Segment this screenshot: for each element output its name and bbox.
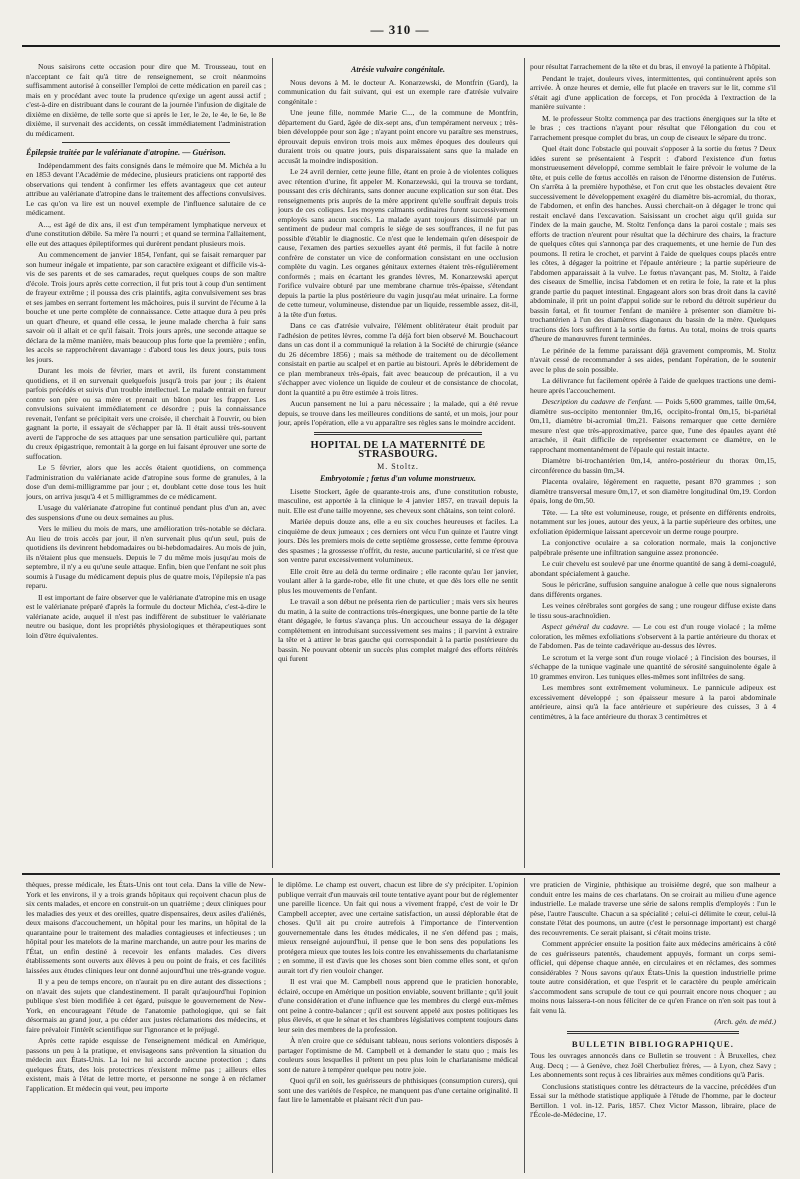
- divider: [62, 142, 230, 143]
- paragraph: Pendant le trajet, douleurs vives, intermittentes, qui continuèrent après son arrivée. À onze heures et demie, elle fut placée en travers sur le lit, comme s'il s'était agi d'une application de forceps, et l'on procéda à l'extraction de la manière suivante :: [530, 73, 776, 111]
- paragraph: Conclusions statistiques contre les détracteurs de la vaccine, précédées d'un Essai sur la méthode statistique appliquée à l'étude de l'homme, par le docteur Bertillon. 1 vol. in-12. Paris, 1857. Chez Victor Masson, libraire, place de l'École-de-Médecine, 17.: [530, 1081, 776, 1119]
- column-rule: [272, 878, 273, 1173]
- paragraph: thèques, presse médicale, les États-Unis ont tout cela. Dans la ville de New-York et les environs, il y a trois grands hôpitaux qui reçoivent chacun plus de six cents malades, et encore en construit-on un quatrième ; deux cliniques pour les maladies des yeux et des oreilles, quatre dispensaires, deux asiles d'aliénés, deux maisons d'accouchement, un hôpital pour les marins, un hôpital de la quarantaine pour le traitement des maladies contagieuses et infectieuses ; un hôpital pour les matelots de la marine marchande, un autre pour les marins de l'État, un enfin destiné à recevoir les enfants malades. Ces divers établissements sont ouverts aux élèves à peu ou point de frais, et ces facilités laissées aux études cliniques leur ont donné aujourd'hui une très-grande vogue.: [26, 880, 266, 975]
- paragraph: Tête. — La tête est volumineuse, rouge, et présente en différents endroits, notamment sur les joues, autour des yeux, à la partie supérieure des orbites, une exfoliation épidermique laissant apercevoir un derme rouge pourpre.: [530, 507, 776, 536]
- text: — Le cou est d'un rouge violacé ; la même coloration, les mêmes exfoliations s'observent à la partie antérieure du thorax et de l'abdomen. Pas de teinte cadavérique au-dessus des lèvres.: [530, 622, 776, 650]
- paragraph: Le cuir chevelu est soulevé par une énorme quantité de sang à demi-coagulé, abondant spécialement à gauche.: [530, 559, 776, 578]
- paragraph: La délivrance fut facilement opérée à l'aide de quelques tractions une demi-heure après l'accouchement.: [530, 376, 776, 395]
- column-5: [278, 880, 518, 1172]
- paragraph: M. le professeur Stoltz commença par des tractions énergiques sur la tête et le bras ; ces tractions n'ayant pour résultat que l'élongation du cou et l'arrachement presque complet du bras, un coup de ciseaux le sépare du tronc.: [530, 113, 776, 142]
- section-separator: [22, 873, 780, 875]
- column-2: [278, 62, 518, 867]
- paragraph: Le travail a son début ne présenta rien de particulier ; mais vers six heures du matin, à la suite de contractions très-énergiques, une bonne partie de la tête étant dégagée, le fœtus s'avança plus. Un accoucheur essaya de la dégager complétement en introduisant successivement ses mains ; il parvint à extraire la tête et à attirer le bras gauche qui correspondait à la partie postérieure du bassin. Ne pouvant obtenir un succès plus complet malgré des efforts réitérés qui furent: [278, 597, 518, 663]
- section-heading: Épilepsie traitée par le valérianate d'atropine. — Guérison.: [26, 148, 226, 157]
- paragraph: Les membres sont extrêmement volumineux. Le pannicule adipeux est excessivement développé ; son épaisseur mesure à la paroi abdominale antérieure, ainsi qu'à la face antérieure et supérieure des cuisses, 3 à 4 centimètres, à la face antérieure du thorax 3 centimètres et: [530, 683, 776, 721]
- citation: (Arch. gén. de méd.): [714, 1017, 776, 1026]
- column-rule: [524, 58, 525, 868]
- paragraph: Après cette rapide esquisse de l'enseignement médical en Amérique, passons un peu à la pratique, et envisageons sans prévention la situation du médecin aux États-Unis. La loi ne lui accorde aucune protection ; dans quelques États, des lois protectrices n'existent même pas ; ailleurs elles existent, mais à l'état de lettre morte, et personne ne songe à en réclamer l'application. Et médecin qui veut, peu importe: [26, 1036, 266, 1093]
- paragraph: Vers le milieu du mois de mars, une amélioration très-notable se déclara. Au lieu de trois accès par jour, il n'en survenait plus qu'un seul, puis de quotidiens ils devinrent hebdomadaires ou bi-hebdomadaires. Au mois de juin, ils n'étaient plus que mensuels. Depuis le 7 du même mois jusqu'au mois de septembre, il n'y a eu qu'une seule attaque. Enfin, bien que l'enfant ne soit plus soumis à l'usage du médicament depuis plus de quatre mois, l'épilepsie n'a pas reparu.: [26, 524, 266, 590]
- paragraph: Au commencement de janvier 1854, l'enfant, qui se faisait remarquer par son humeur inégale et impatiente, par son caractère exigeant et difficile vis-à-vis de ses parents et de ses camarades, reçut quelques coups de son maître d'école. Trois jours après cette correction, il fut pris tout à coup d'un sentiment de frayeur extrême ; il poussa des cris plaintifs, agita convulsivement ses bras et ses jambes en serrant fortement les mâchoires, puis il survint de l'écume à la bouche et une perte complète de connaissance. Cette attaque dura à peu près un quart d'heure, et quand elle cessa, le jeune malade chercha à fuir sans savoir où il allait et ce qu'il faisait. Trois jours après, une seconde attaque se déclara de la même manière, mais beaucoup plus forte que la première ; enfin, les accès se rapprochèrent davantage : d'abord tous les deux jours, puis tous les jours.: [26, 250, 266, 364]
- column-1: [26, 62, 266, 867]
- paragraph: Comment apprécier ensuite la position faite aux médecins américains à côté de ces guérisseurs patentés, chaudement appuyés, formant un corps semi-officiel, qui dépense chaque année, en circulaires et en réclames, des sommes considérables ? Nous savons qu'aux États-Unis la question industrielle prime toute autre considération, et que l'esprit et le caractère du peuple américain s'accommodent sans scrupule de tout ce qui pourrait encore nous choquer ; au moins nous laissera-t-on nous féliciter de ce qu'en France on n'en soit pas tout à fait venu là.: [530, 939, 776, 1015]
- paragraph: [530, 397, 776, 454]
- section-title: HOPITAL DE LA MATERNITÉ DE STRASBOURG.: [310, 439, 486, 460]
- paragraph: Il est important de faire observer que le valérianate d'atropine mis en usage est le valérianate préparé d'après la formule du docteur Michéa, c'est-à-dire le valérianate acide, auquel il n'est pas indifférent de substituer le valérianate neutre ou basique, dont les propriétés physiologiques et thérapeutiques sont loin d'être équivalentes.: [26, 592, 266, 640]
- paragraph: Le scrotum et la verge sont d'un rouge violacé ; à l'incision des bourses, il s'échappe de la tunique vaginale une quantité de sérosité sanguinolente égale à 10 grammes environ. Les tuniques elles-mêmes sont infiltrées de sang.: [530, 652, 776, 681]
- paragraph: Nous devons à M. le docteur A. Konarzewski, de Montfrin (Gard), la communication du fait suivant, qui est un exemple rare d'atrésie vulvaire congénitale :: [278, 77, 518, 106]
- paragraph: [530, 622, 776, 651]
- paragraph: Indépendamment des faits consignés dans le mémoire que M. Michéa a lu en 1853 devant l'Académie de médecine, plusieurs praticiens ont rapporté des observations qui tendent à confirmer les effets avantageux que cet auteur attribue au valérianate d'atropine dans le traitement des affections convulsives. Le cas qu'on va lire est un nouvel exemple de l'influence salutaire de ce médicament.: [26, 160, 266, 217]
- paragraph: pour résultat l'arrachement de la tête et du bras, il envoyé la patiente à l'hôpital.: [530, 62, 771, 71]
- paragraph: L'usage du valérianate d'atropine fut continué pendant plus d'un an, avec des suspensions d'une ou deux semaines au plus.: [26, 503, 266, 522]
- page-number: — 310 —: [370, 22, 430, 37]
- bibliography: [530, 1051, 776, 1120]
- subheading: Aspect général du cadavre.: [542, 622, 630, 631]
- paragraph: Nous saisirons cette occasion pour dire que M. Trousseau, tout en n'acceptant ce fait qu'à titre de renseignement, se croit néanmoins suffisamment autorisé à conseiller l'emploi de cette médication en pareil cas ; mais en y procédant avec toute la prudence qu'exige un agent aussi actif ; c'est-à-dire en distribuant dans le courant de la journée l'infusion de digitale de dixième en dixième, de telle sorte que si après le 1er, le 2e, le 4e, le 6e, le 8e dixième, il survenait des accidents, on cessât immédiatement l'administration du médicament.: [26, 62, 266, 138]
- paragraph: Mariée depuis douze ans, elle a eu six couches heureuses et faciles. La cinquième de deux jumeaux ; ces derniers ont vécu l'un quinze et l'autre vingt jours. Dès les premiers mois de cette septième grossesse, cette femme éprouva des spasmes ; la grossesse n'offrit, du reste, aucune particularité, si ce n'est que son ventre parut excessivement volumineux.: [278, 517, 518, 564]
- column-6: [530, 880, 776, 1172]
- divider: [314, 432, 482, 435]
- paragraph: Tous les ouvrages annoncés dans ce Bulletin se trouvent : À Bruxelles, chez Aug. Decq ; — à Genève, chez Joël Cherbuliez frères, — à Lyon, chez Savy ; Les abonnements sont reçus à ces librairies aux mêmes conditions qu'à Paris.: [530, 1051, 776, 1079]
- paragraph: Le 5 février, alors que les accès étaient quotidiens, on commença l'administration du valérianate acide d'atropine sous forme de granules, à la dose d'un demi-milligramme par jour ; et, doublant cette dose tous les huit jours, on arriva jusqu'à 4 et 5 milligrammes de ce médicament.: [26, 463, 266, 501]
- paragraph: Diamètre bi-trochantérien 0m,14, antéro-postérieur du thorax 0m,15, circonférence du bassin 0m,34.: [530, 456, 776, 475]
- author: M. Stoltz.: [377, 461, 419, 471]
- paragraph: Les veines cérébrales sont gorgées de sang ; une rougeur diffuse existe dans le tissu sous-arachnoïdien.: [530, 601, 776, 620]
- paragraph: Placenta ovalaire, légèrement en raquette, pesant 870 grammes ; son diamètre transversal mesure 0m,17, et son diamètre longitudinal 0m,19. Cordon épais, long de 0m,50.: [530, 477, 776, 505]
- paragraph: À n'en croire que ce séduisant tableau, nous serions volontiers disposés à partager l'optimisme de M. Campbell et à demander le statu quo ; mais les couleurs sous lesquelles il prêtent un peu plus loin le charlatanisme médical sont de nature à tempérer quelque peu notre joie.: [278, 1036, 518, 1074]
- section-heading: Embryotomie ; fœtus d'un volume monstrueux.: [319, 474, 477, 483]
- divider: [567, 1031, 739, 1034]
- text: — Poids 5,600 grammes, taille 0m,64, diamètre sus-occipito mentonnier 0m,16, occipito-frontal 0m,15, bi-pariétal 0m,11, diamètre bi-acromial 0m,21. Faisons remarquer que cette dernière mesure n'est que très-approximative, parce que, l'une des épaules ayant été arrachée, il était difficile de représenter exactement ce diamètre, en le rapprochant momentanément de l'épaule qui restait intacte.: [530, 397, 776, 454]
- paragraph: Dans ce cas d'atrésie vulvaire, l'élément oblitérateur était produit par l'adhésion de petites lèvres, comme l'a déjà fort bien observé M. Bouchacourt dans un cas dont il a communiqué la relation à la Société de chirurgie (séance du 26 décembre 1856) ; mais sa méthode de traitement ou de décollement consistait en partie au scalpel et en partie au bistouri. Après le débridement de ce plan membraneux très-épais, fait avec beaucoup de précaution, il a vu s'échapper avec violence un liquide de couleur et de consistance de chocolat, dont la quantité a pu être estimée à trois litres.: [278, 321, 518, 397]
- paragraph: Il est vrai que M. Campbell nous apprend que le praticien honorable, éclairé, occupe en Amérique un position enviable, souvent brillante ; qu'il jouit d'une considération et d'une influence que les membres du clergé eux-mêmes ont peine à contre-balancer ; qu'il est souvent appelé aux postes politiques les plus élevés, et que le sénat et les chambres législatives comptent toujours dans leur sein des membres de la profession.: [278, 977, 518, 1034]
- paragraph: Aucun pansement ne lui a paru nécessaire ; la malade, qui a été revue depuis, se trouve dans les meilleures conditions de santé, et un mois, jour pour jour, après l'opération, elle a vu apparaître ses règles sans le moindre accident.: [278, 399, 518, 427]
- paragraph: Lisette Stockert, âgée de quarante-trois ans, d'une constitution robuste, masculine, est apportée à la clinique le 4 janvier 1857, en travail depuis la nuit. Elle est d'une taille moyenne, ses cheveux sont châtains, son teint coloré.: [278, 486, 518, 515]
- paragraph: Elle croit être au delà du terme ordinaire ; elle raconte qu'au 1er janvier, voulant aller à la garde-robe, elle fit une chute, et que dès lors elle ne sentit plus les mouvements de l'enfant.: [278, 566, 518, 595]
- paragraph: Quoi qu'il en soit, les guérisseurs de phthisiques (consumption curers), qui sont une des variétés de l'espèce, ne manquent pas d'une certaine originalité. Il faut lire le lamentable et plaisant récit d'un pau-: [278, 1076, 518, 1104]
- paragraph: vre praticien de Virginie, phthisique au troisième degré, que son malheur a conduit entre les mains de ces charlatans. On se croirait au milieu d'une agence industrielle. Le malade traverse une série de salons remplis d'employés : l'un le pèse, l'autre l'ausculte. Chacun a sa spécialité ; celui-ci délimite le cœur, celui-là constate l'état des poumons, un autre (c'est le personnage important) est chargé des recouvrements. Ce serait plaisant, si c'était moins triste.: [530, 880, 776, 937]
- subheading: Description du cadavre de l'enfant.: [542, 397, 653, 406]
- paragraph: Le périnée de la femme paraissant déjà gravement compromis, M. Stoltz n'avait cessé de recommander à ses aides, pendant l'opération, de le soutenir avec le plus de soin possible.: [530, 345, 776, 374]
- section-heading: Atrésie vulvaire congénitale.: [351, 65, 445, 74]
- paragraph: Une jeune fille, nommée Marie C..., de la commune de Montfrin, département du Gard, âgée de dix-sept ans, d'un tempérament nerveux ; très-bien développée pour son âge ; n'ayant point encore vu paraître ses menstrues, éprouvait depuis environ trois mois aux mêmes époques des douleurs qui duraient trois ou quatre jours, puis disparaissaient sans que la malade en accusât la moindre indisposition.: [278, 108, 518, 165]
- bulletin-title: BULLETIN BIBLIOGRAPHIQUE.: [571, 1038, 735, 1049]
- column-rule: [272, 58, 273, 868]
- column-3: [530, 62, 776, 867]
- header-rule: [22, 45, 780, 47]
- paragraph: Sous le péricrâne, suffusion sanguine analogue à celle que nous signalerons dans différents organes.: [530, 580, 776, 599]
- paragraph: Quel était donc l'obstacle qui pouvait s'opposer à la sortie du fœtus ? Deux idées surent se présentaient à l'esprit : d'abord l'existence d'un fœtus monstrueusement développé, comme semblait le faire prévoir le volume de la tête, et puis celle de fœtus accollés en raison de l'énorme distension de l'utérus. On s'arrêta à la première hypothèse, et l'on crut que les obstacles devaient être successivement le développement exagéré du diamètre bis-acromial, du thorax, de l'abdomen, et enfin des hanches. Aussi cherchait-on à dégager le tronc qui restait enclavé dans l'excavation. Saisissant un crochet aigu qu'il guida sur l'index de la main gauche, M. Stoltz l'enfonça dans la paroi costale ; mais ses efforts de traction n'eurent pour résultat que la déchirure des chairs, la fracture de quelques côtes qui s'annonça par des craquements, et une hernie de l'un des poumons. Il retira le crochet, et parvint à l'aide de quelques coups placés entre les côtes, à dégager la poitrine et l'épaule antérieure ; la partie supérieure de l'abdomen apparaissait à la vulve. Le fœtus n'avançant pas, M. Stoltz, à l'aide des ciseaux de Smellie, incisa l'abdomen et en retira le foie, la rate et la plus grande partie du paquet intestinal. Engageant alors son bras droit dans la cavité abdominale, il prit un point d'appui solide sur le rebord du détroit supérieur du bassin fœtal, et fit tourner l'enfant de manière à présenter son diamètre bi-trochantérien à l'un des diamètres diagonaux du bassin de la mère. Quelques tractions dès lors suffirent à la sortie du fœtus. Au total, moins de trois quarts d'heure de manœuvres furent terminées.: [530, 144, 776, 343]
- paragraph: Le 24 avril dernier, cette jeune fille, étant en proie à de violentes coliques avec rétention d'urine, fit appeler M. Konarzewski, qui la trouva se tordant, poussant des cris déchirants, sans donner aucune explication sur son état. Des renseignements pris auprès de la mère apprirent qu'elle souffrait depuis trois jours de ces coliques. Les moyens calmants ordinaires furent successivement employés sans aucun succès. La malade ayant toujours dissimulé par un sentiment de pudeur mal compris le siége de ses souffrances, il ne fut pas possible d'établir le diagnostic. Ce n'est que le lendemain qu'en désespoir de cause, l'examen des parties sexuelles ayant été permis, il fut facile à notre confrère de constater un vice de conformation consistant en une occlusion complète du vagin. Les organes génitaux externes étaient très-régulièrement conformés ; mais en écartant les grandes lèvres, M. Konarzewski aperçut l'orifice vulvaire obturé par une membrane charnue très-épaisse, s'étendant depuis la partie la plus postérieure du vagin jusqu'au méat urinaire. La forme de cette tumeur, volumineuse, distendue par un liquide, ressemble assez, dit-il, à la tête d'un fœtus.: [278, 167, 518, 319]
- paragraph: le diplôme. Le champ est ouvert, chacun est libre de s'y précipiter. L'opinion publique verrait d'un mauvais œil toute tentative ayant pour but de réglementer une pareille licence. Un fait qui nous a vivement frappé, c'est de voir le Dr Campbell accepter, avec une certaine satisfaction, un aussi déplorable état de choses. Qu'il ait pu croire autrefois à l'importance de l'intervention gouvernementale dans les études médicales, il ne s'en défend pas ; mais, mieux renseigné aujourd'hui, il pense que le bon sens des populations les protégera mieux que toutes les lois contre les envahissements du charlatanisme ; en somme, il est d'avis que les choses sont bien comme elles sont, et qu'on aurait tort d'y rien vouloir changer.: [278, 880, 518, 975]
- paragraph: Il y a peu de temps encore, on n'aurait pu en dire autant des dissections ; on n'avait des sujets que clandestinement. Il paraît qu'aujourd'hui l'opinion publique s'est bien modifiée à cet égard, puisque le gouvernement de New-York, en encourageant l'étude de l'anatomie pathologique, qui se fait désormais au grand jour, a pu céder aux justes réclamations des médecins, et faire prévaloir l'intérêt scientifique sur l'ignorance et le préjugé.: [26, 977, 266, 1034]
- column-rule: [524, 878, 525, 1173]
- column-4: [26, 880, 266, 1172]
- paragraph: Durant les mois de février, mars et avril, ils furent constamment quotidiens, et il en survenait quelquefois jusqu'à trois par jour ; ils étaient parfois précédés et suivis d'un trouble intellectuel. Le malade entrait en fureur contre son père ou sa mère et prenait un bâton pour les frapper. Les convulsions suivaient immédiatement ce désordre ; puis la connaissance revenait, l'enfant se précipitait vers une croisée, il cherchait à l'ouvrir, ou bien gagnant la porte, il essayait de s'échapper par là. Il était aussi très-souvent averti de l'approche de ses attaques par une sensation particulière qui, partant du creux épigastrique, remontait à la gorge en lui faisant éprouver une sorte de suffocation.: [26, 366, 266, 461]
- paragraph: La conjonctive oculaire a sa coloration normale, mais la conjonctive palpébrale présente une infiltration sanguine assez prononcée.: [530, 538, 776, 557]
- paragraph: A..., est âgé de dix ans, il est d'un tempérament lymphatique nerveux et d'une constitution débile. Sa mère l'a nourri ; et quand se termina l'allaitement, elle eut des attaques épileptiformes qui durèrent pendant plusieurs mois.: [26, 219, 266, 248]
